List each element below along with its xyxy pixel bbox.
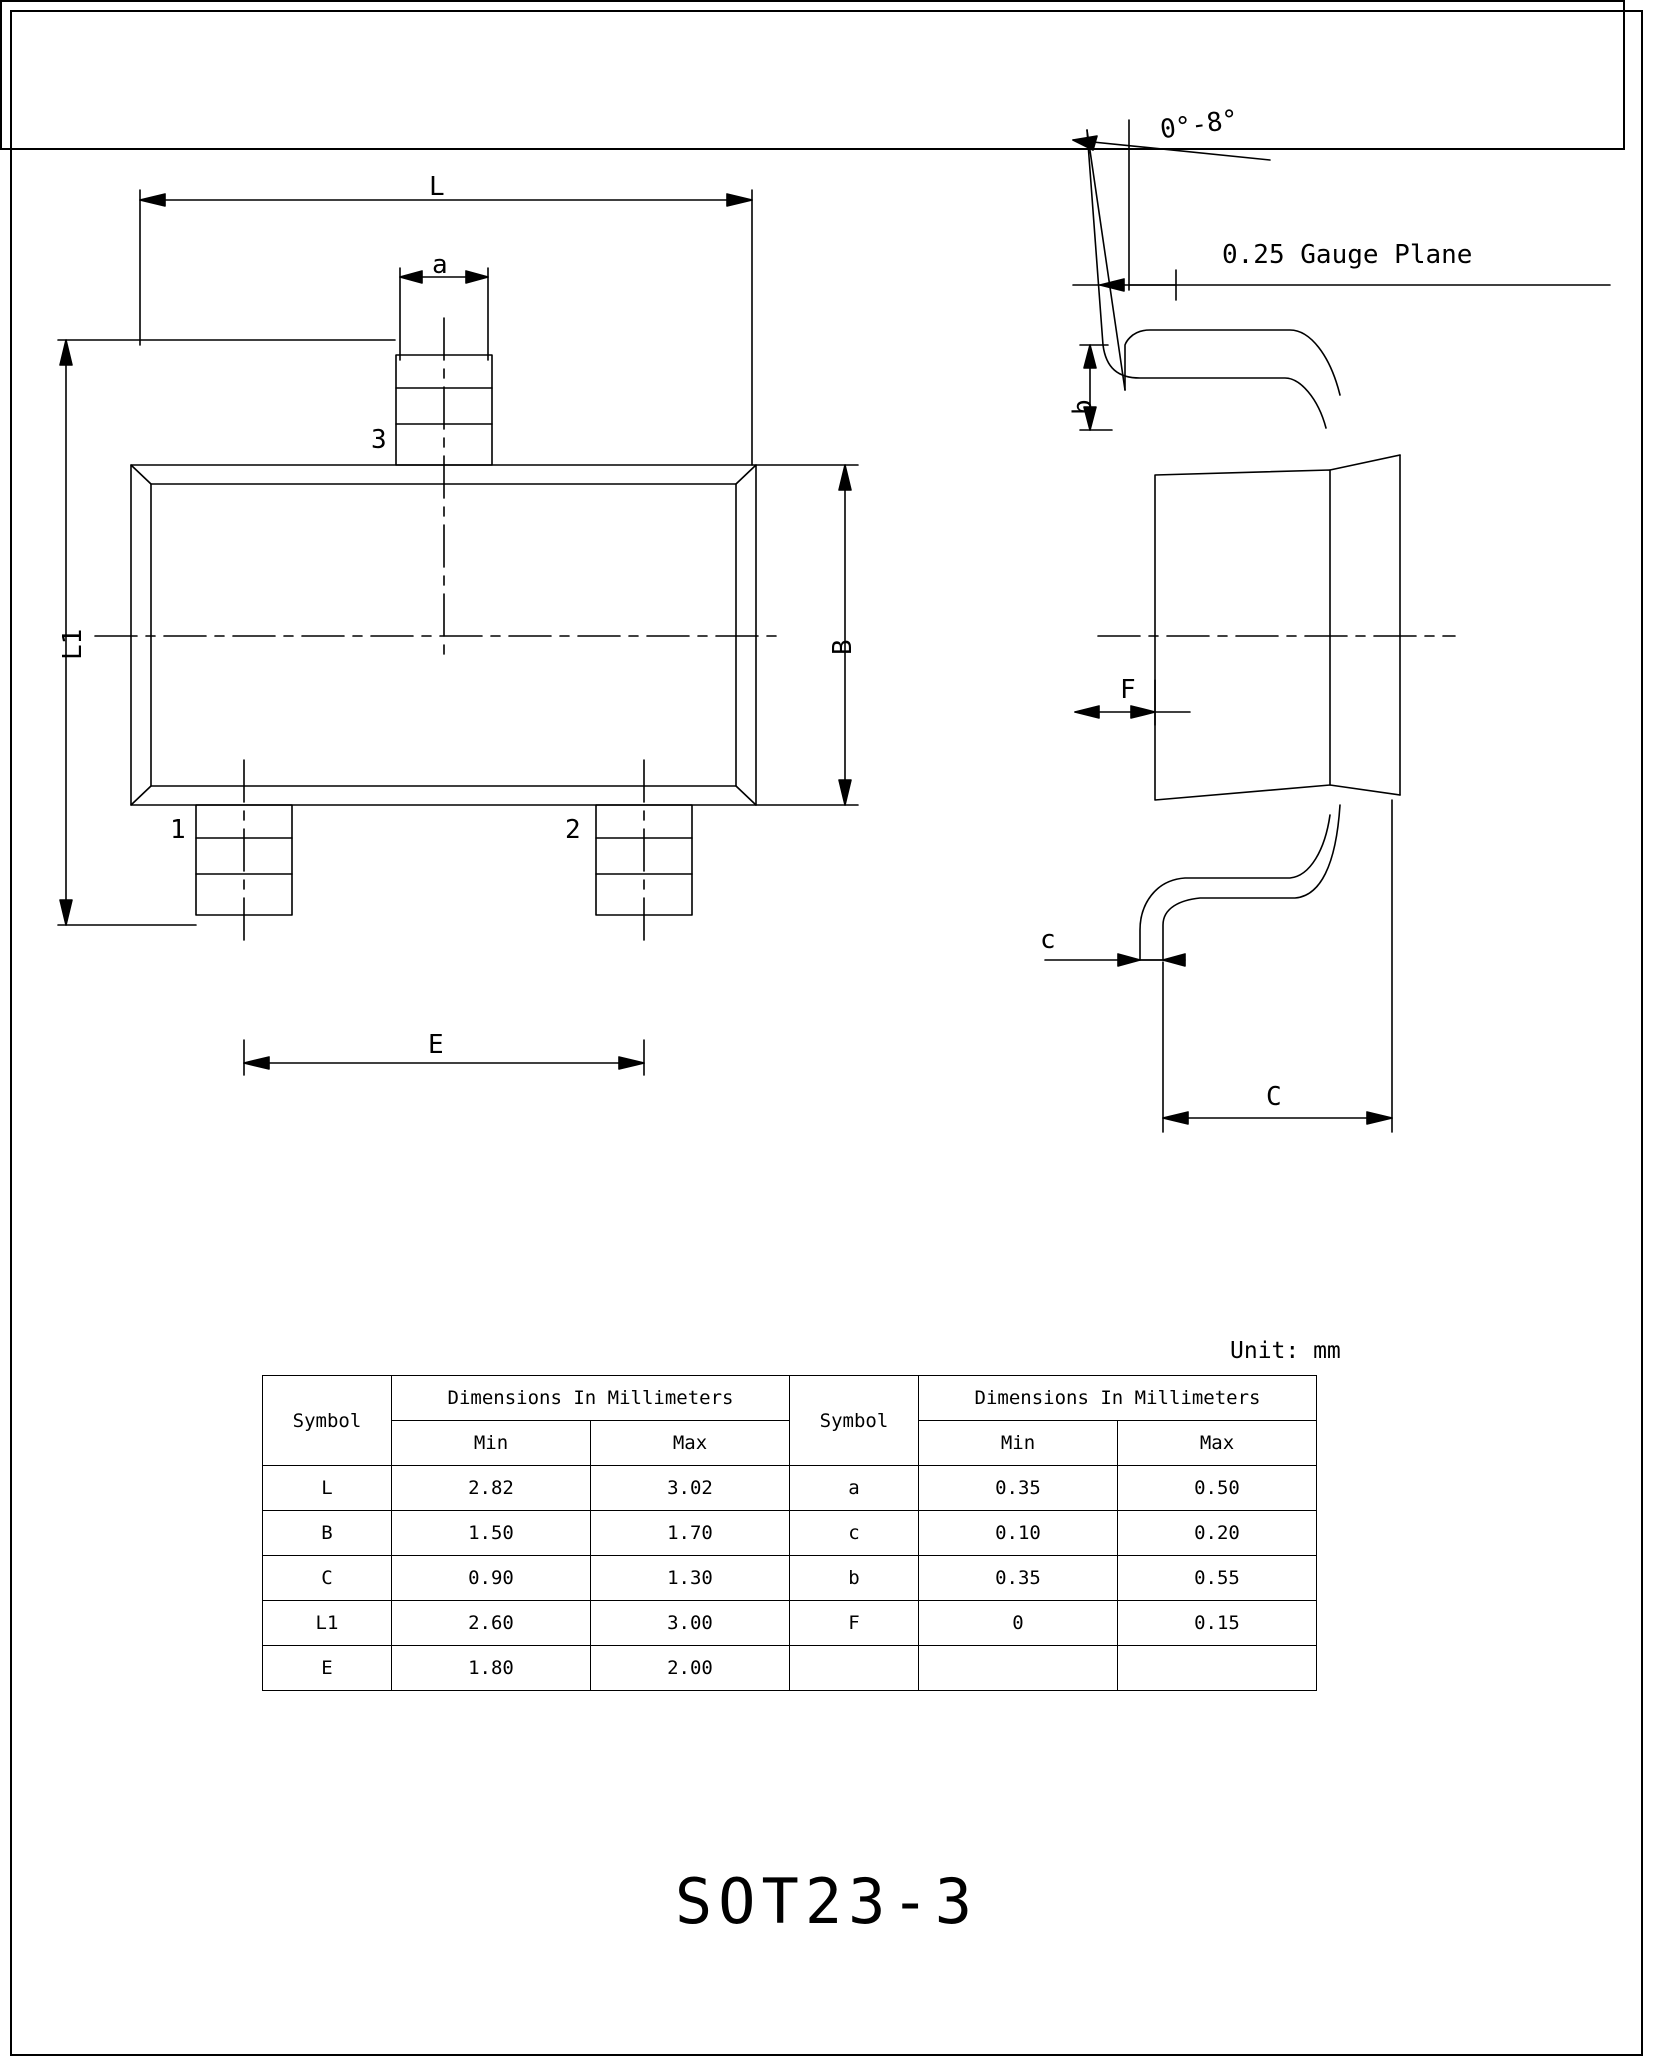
dimension-table bbox=[262, 1375, 1317, 1691]
cell-symbol: L bbox=[263, 1466, 392, 1511]
cell-symbol bbox=[790, 1646, 919, 1691]
gauge-plane-note: 0.25 Gauge Plane bbox=[1222, 240, 1473, 270]
header-dims-right: Dimensions In Millimeters bbox=[919, 1376, 1317, 1421]
cell-max: 0.55 bbox=[1118, 1556, 1317, 1601]
pin-label-3: 3 bbox=[371, 425, 387, 455]
table-row bbox=[263, 1556, 1317, 1601]
table-header-row-1 bbox=[263, 1376, 1317, 1421]
cell-max: 1.70 bbox=[591, 1511, 790, 1556]
cell-symbol: L1 bbox=[263, 1601, 392, 1646]
cell-min: 0.10 bbox=[919, 1511, 1118, 1556]
cell-symbol: F bbox=[790, 1601, 919, 1646]
cell-symbol: c bbox=[790, 1511, 919, 1556]
header-max-right: Max bbox=[1118, 1421, 1317, 1466]
cell-min: 0.90 bbox=[392, 1556, 591, 1601]
header-min-right: Min bbox=[919, 1421, 1118, 1466]
dim-label-L1: L1 bbox=[58, 628, 88, 660]
cell-max: 0.20 bbox=[1118, 1511, 1317, 1556]
header-max-left: Max bbox=[591, 1421, 790, 1466]
table-row bbox=[263, 1466, 1317, 1511]
dim-label-C: C bbox=[1266, 1082, 1282, 1112]
cell-min: 0 bbox=[919, 1601, 1118, 1646]
dim-label-E: E bbox=[428, 1030, 444, 1060]
header-symbol-left: Symbol bbox=[263, 1376, 392, 1466]
header-symbol-right: Symbol bbox=[790, 1376, 919, 1466]
cell-max: 1.30 bbox=[591, 1556, 790, 1601]
cell-symbol: b bbox=[790, 1556, 919, 1601]
table-row bbox=[263, 1601, 1317, 1646]
cell-min: 2.60 bbox=[392, 1601, 591, 1646]
cell-symbol: a bbox=[790, 1466, 919, 1511]
cell-max: 2.00 bbox=[591, 1646, 790, 1691]
cell-max: 3.00 bbox=[591, 1601, 790, 1646]
dim-label-F: F bbox=[1120, 675, 1136, 705]
pin-label-1: 1 bbox=[170, 815, 186, 845]
dim-label-c: c bbox=[1040, 925, 1056, 955]
cell-min: 1.80 bbox=[392, 1646, 591, 1691]
dim-label-L: L bbox=[429, 172, 445, 202]
package-title: SOT23-3 bbox=[674, 1865, 979, 1938]
cell-max: 0.15 bbox=[1118, 1601, 1317, 1646]
header-min-left: Min bbox=[392, 1421, 591, 1466]
cell-min: 2.82 bbox=[392, 1466, 591, 1511]
cell-max bbox=[1118, 1646, 1317, 1691]
cell-min: 0.35 bbox=[919, 1556, 1118, 1601]
dim-label-b: b bbox=[1068, 399, 1098, 415]
cell-max: 3.02 bbox=[591, 1466, 790, 1511]
table-row bbox=[263, 1511, 1317, 1556]
unit-note: Unit: mm bbox=[1230, 1338, 1341, 1364]
cell-min bbox=[919, 1646, 1118, 1691]
table-row bbox=[263, 1646, 1317, 1691]
dim-label-B: B bbox=[828, 639, 858, 655]
cell-symbol: B bbox=[263, 1511, 392, 1556]
cell-max: 0.50 bbox=[1118, 1466, 1317, 1511]
lead-angle-note: 0°-8° bbox=[1158, 104, 1240, 146]
cell-min: 0.35 bbox=[919, 1466, 1118, 1511]
pin-label-2: 2 bbox=[565, 815, 581, 845]
cell-symbol: E bbox=[263, 1646, 392, 1691]
cell-min: 1.50 bbox=[392, 1511, 591, 1556]
header-dims-left: Dimensions In Millimeters bbox=[392, 1376, 790, 1421]
cell-symbol: C bbox=[263, 1556, 392, 1601]
dim-label-a: a bbox=[432, 250, 448, 280]
